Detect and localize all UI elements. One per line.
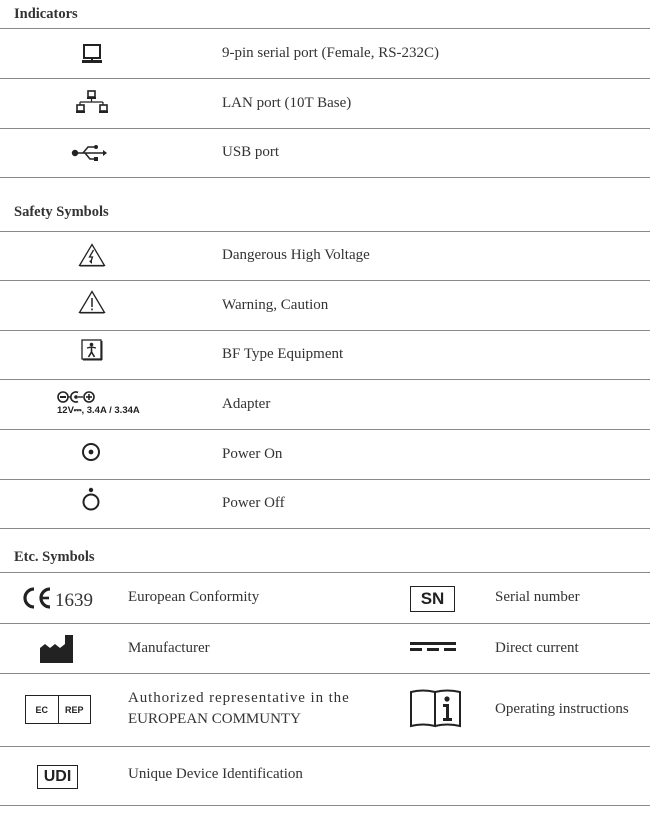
operating-instructions-icon [408,688,464,728]
item-label: Power Off [222,495,285,511]
divider [0,128,650,129]
power-on-icon [80,441,102,463]
divider [0,379,650,380]
item-label: 9-pin serial port (Female, RS-232C) [222,45,440,61]
ec-text: EC [26,696,59,723]
section-title-safety: Safety Symbols [14,204,109,220]
section-title-indicators: Indicators [14,6,78,22]
power-off-icon [80,486,102,512]
item-label: Warning, Caution [222,297,329,313]
adapter-polarity-icon [56,389,100,405]
item-label: Unique Device Identification [128,766,303,782]
computer-icon [78,42,106,66]
adapter-rating-text: 12V⎓, 3.4A / 3.34A [57,405,140,416]
high-voltage-icon [78,242,106,268]
item-label: USB port [222,144,280,160]
divider [0,78,650,79]
notified-body-number: 1639 [55,590,93,611]
item-label: Dangerous High Voltage [222,247,370,263]
divider [0,231,650,232]
ce-mark-icon [20,584,98,612]
divider [0,572,650,573]
divider [0,623,650,624]
item-label-line1: Authorized representative in the [128,690,350,706]
direct-current-icon [409,640,457,654]
divider [0,805,650,806]
item-label: Adapter [222,396,271,412]
item-label: Power On [222,446,283,462]
item-label: Serial number [495,589,580,605]
divider [0,746,650,747]
divider [0,280,650,281]
item-label-line2: EUROPEAN COMMUNTY [128,711,301,727]
divider [0,479,650,480]
divider [0,429,650,430]
udi-icon: UDI [37,765,78,789]
manufacturer-icon [36,633,76,665]
rep-text: REP [64,704,84,715]
divider [0,28,650,29]
divider [0,528,650,529]
bf-type-icon [80,339,104,361]
item-label: Operating instructions [495,701,629,717]
divider [0,330,650,331]
item-label: BF Type Equipment [222,346,344,362]
item-label: European Conformity [128,589,260,605]
lan-network-icon [72,88,112,116]
ec-rep-icon [25,695,91,724]
divider [0,177,650,178]
serial-number-icon: SN [410,586,455,612]
usb-icon [70,142,108,164]
item-label: Manufacturer [128,640,210,656]
section-title-etc: Etc. Symbols [14,549,95,565]
item-label: Direct current [495,640,579,656]
warning-icon [78,289,106,315]
divider [0,673,650,674]
item-label: LAN port (10T Base) [222,95,352,111]
